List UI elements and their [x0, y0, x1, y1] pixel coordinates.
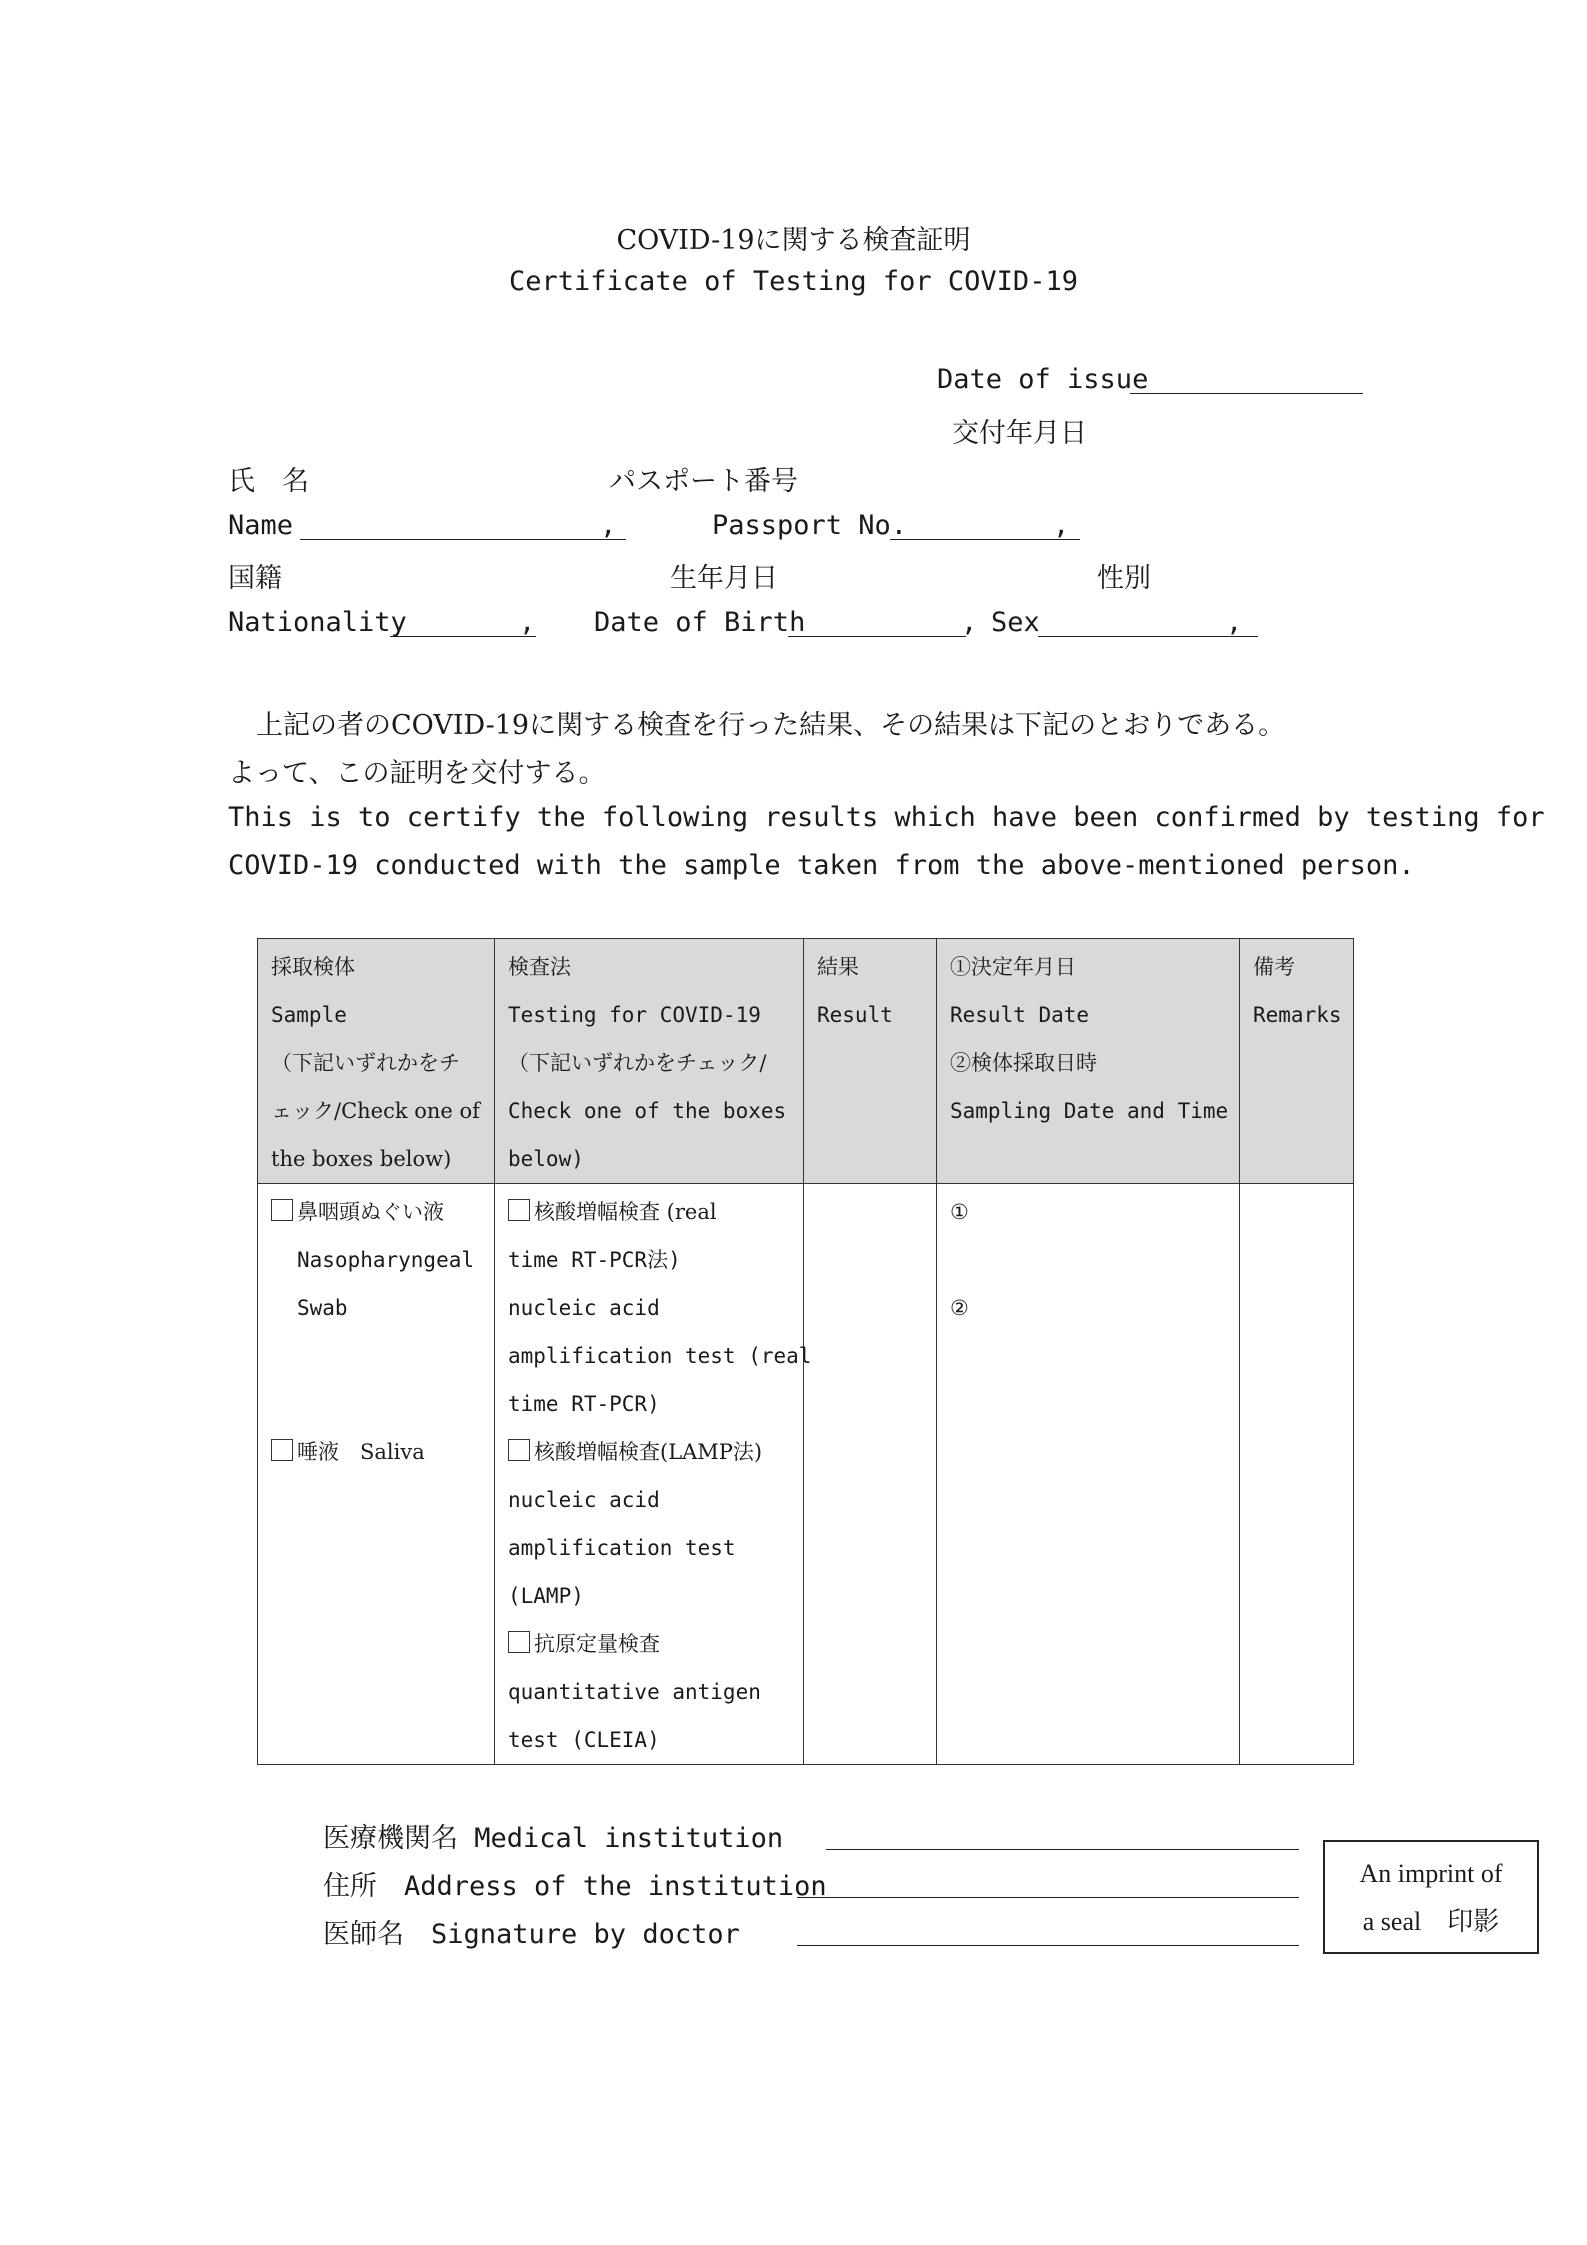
dob-comma: , — [961, 607, 978, 638]
sex-field[interactable] — [1038, 636, 1258, 637]
antigen-checkbox[interactable] — [508, 1631, 530, 1653]
passport-field[interactable] — [890, 539, 1080, 540]
name-comma: , — [600, 510, 617, 541]
seal-imprint-box[interactable] — [1323, 1840, 1539, 1954]
table-header-row — [258, 939, 1354, 1184]
header-date: ①決定年月日 Result Date ②検体採取日時 Sampling Date and Time — [937, 939, 1240, 1184]
testing-cell: 核酸増幅検査 (real time RT-PCR法) nucleic acid amplification test (real time RT-PCR) 核酸増幅検査(LAMP法) nucleic acid amplification test (LAMP) 抗原定量検査 quantitative antigen test (CLEIA) — [495, 1184, 804, 1765]
remarks-cell[interactable] — [1240, 1184, 1354, 1765]
passport-label-jp: パスポート番号 — [609, 466, 798, 497]
lamp-checkbox[interactable] — [508, 1439, 530, 1461]
nationality-field[interactable] — [390, 636, 536, 637]
nationality-label-jp: 国籍 — [228, 563, 282, 594]
seal-label-line1: An imprint of — [1359, 1859, 1503, 1888]
passport-comma: , — [1053, 510, 1070, 541]
title-en: Certificate of Testing for COVID-19 — [509, 266, 1078, 297]
nasal-checkbox[interactable] — [271, 1199, 293, 1221]
table-body-row — [258, 1184, 1354, 1765]
dob-field[interactable] — [788, 636, 966, 637]
statement-jp-line1: 上記の者のCOVID-19に関する検査を行った結果、その結果は下記のとおりである。 — [256, 710, 1286, 741]
seal-label-line2: a seal 印影 — [1362, 1907, 1500, 1936]
institution-field[interactable] — [826, 1849, 1299, 1850]
address-field[interactable] — [797, 1897, 1299, 1898]
name-label-jp: 氏 名 — [228, 466, 309, 497]
sample-option-saliva[interactable]: 唾液 Saliva — [271, 1428, 482, 1476]
test-option-lamp[interactable]: 核酸増幅検査(LAMP法) — [508, 1428, 791, 1476]
header-testing: 検査法 Testing for COVID-19 （下記いずれかをチェック/ Check one of the boxes below) — [495, 939, 804, 1184]
date-of-issue-field[interactable] — [1130, 393, 1363, 394]
saliva-checkbox[interactable] — [271, 1439, 293, 1461]
institution-label: 医療機関名 Medical institution — [323, 1823, 784, 1854]
test-option-pcr[interactable]: 核酸増幅検査 (real — [508, 1188, 791, 1236]
title-jp: COVID-19に関する検査証明 — [616, 225, 971, 256]
dob-label-jp: 生年月日 — [670, 563, 778, 594]
doctor-signature-field[interactable] — [797, 1945, 1299, 1946]
results-table — [257, 938, 1354, 1765]
sample-cell: 鼻咽頭ぬぐい液 Nasopharyngeal Swab 唾液 Saliva — [258, 1184, 495, 1765]
result-cell[interactable] — [804, 1184, 937, 1765]
statement-jp-line2: よって、この証明を交付する。 — [228, 758, 606, 789]
sampling-date-marker: ② — [950, 1296, 969, 1320]
sex-label: Sex — [991, 607, 1040, 638]
pcr-checkbox[interactable] — [508, 1199, 530, 1221]
date-of-issue-label: Date of issue — [937, 364, 1149, 395]
sex-comma: , — [1226, 607, 1243, 638]
doctor-label: 医師名 Signature by doctor — [323, 1919, 740, 1950]
result-date-marker: ① — [950, 1200, 969, 1224]
nationality-comma: , — [519, 607, 536, 638]
nationality-label: Nationality — [228, 607, 407, 638]
header-sample: 採取検体 Sample （下記いずれかをチ ェック/Check one of the boxes below) — [258, 939, 495, 1184]
header-result: 結果 Result — [804, 939, 937, 1184]
date-of-issue-label-jp: 交付年月日 — [952, 418, 1087, 449]
name-label: Name — [228, 510, 294, 541]
address-label: 住所 Address of the institution — [323, 1871, 827, 1902]
dob-label: Date of Birth — [594, 607, 806, 638]
sample-option-nasal[interactable]: 鼻咽頭ぬぐい液 — [271, 1188, 482, 1236]
sex-label-jp: 性別 — [1097, 563, 1151, 594]
test-option-antigen[interactable]: 抗原定量検査 — [508, 1620, 791, 1668]
header-remarks: 備考 Remarks — [1240, 939, 1354, 1184]
passport-label: Passport No. — [712, 510, 908, 541]
name-field[interactable] — [300, 539, 626, 540]
statement-en-line1: This is to certify the following results which have been confirmed by testing for — [228, 802, 1545, 833]
date-cell[interactable] — [937, 1184, 1240, 1765]
statement-en-line2: COVID-19 conducted with the sample taken from the above-mentioned person. — [228, 850, 1415, 881]
